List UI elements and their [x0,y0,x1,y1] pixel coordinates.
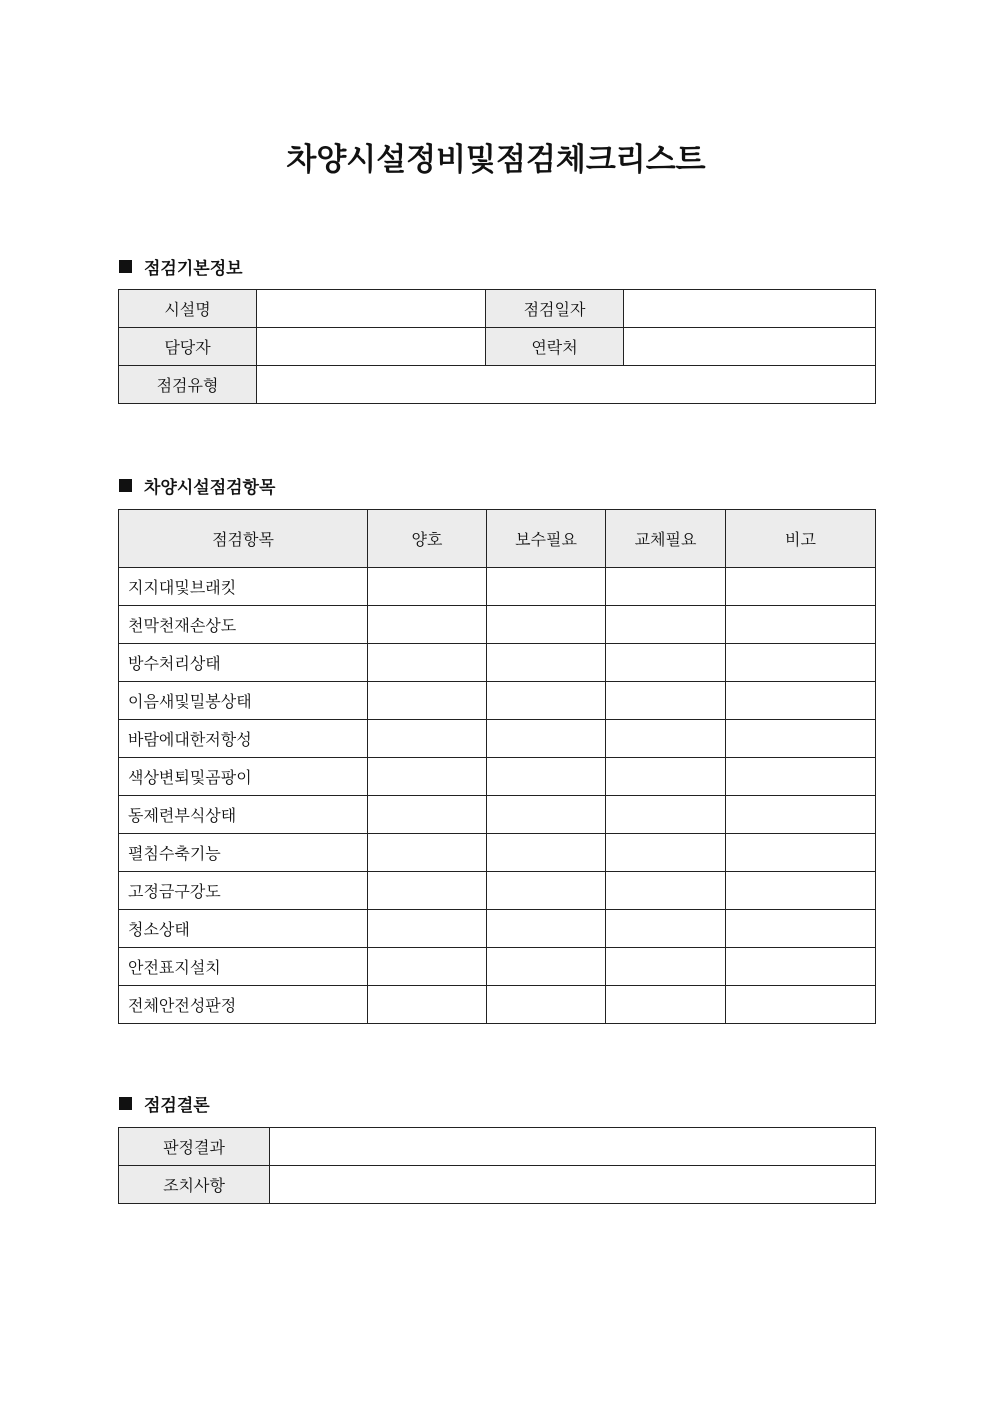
column-header-good: 양호 [368,510,487,568]
column-header-repair: 보수필요 [487,510,606,568]
manager-field[interactable] [257,328,486,366]
section-title: 점검기본정보 [144,259,243,279]
good-cell[interactable] [368,682,487,720]
column-header-remarks: 비고 [726,510,876,568]
table-row [119,720,876,758]
repair-cell[interactable] [487,644,606,682]
document-title: 차양시설정비및점검체크리스트 [286,142,706,178]
good-cell[interactable] [368,568,487,606]
replace-cell[interactable] [606,872,726,910]
repair-cell[interactable] [487,796,606,834]
result-field[interactable] [270,1128,876,1166]
facility-name-field[interactable] [257,290,486,328]
section-title: 차양시설점검항목 [144,478,276,498]
square-bullet-icon [119,1097,132,1110]
table-row [119,872,876,910]
remarks-cell[interactable] [726,644,876,682]
inspection-date-label: 점검일자 [486,290,624,328]
repair-cell[interactable] [487,720,606,758]
repair-cell[interactable] [487,872,606,910]
section-heading-conclusion [119,1091,210,1116]
repair-cell[interactable] [487,568,606,606]
check-item-label: 천막천재손상도 [119,606,368,644]
replace-cell[interactable] [606,644,726,682]
replace-cell[interactable] [606,834,726,872]
remarks-cell[interactable] [726,568,876,606]
result-label: 판정결과 [119,1128,270,1166]
replace-cell[interactable] [606,948,726,986]
check-item-label: 색상변퇴및곰팡이 [119,758,368,796]
check-item-label: 펼침수축기능 [119,834,368,872]
good-cell[interactable] [368,796,487,834]
remarks-cell[interactable] [726,758,876,796]
table-row [119,606,876,644]
good-cell[interactable] [368,910,487,948]
table-row [119,948,876,986]
replace-cell[interactable] [606,796,726,834]
good-cell[interactable] [368,644,487,682]
basic-info-table [118,289,876,404]
table-row [119,834,876,872]
table-row [119,796,876,834]
repair-cell[interactable] [487,758,606,796]
repair-cell[interactable] [487,682,606,720]
conclusion-table [118,1127,876,1204]
repair-cell[interactable] [487,986,606,1024]
check-item-label: 이음새및밀봉상태 [119,682,368,720]
replace-cell[interactable] [606,568,726,606]
replace-cell[interactable] [606,606,726,644]
replace-cell[interactable] [606,720,726,758]
remarks-cell[interactable] [726,796,876,834]
check-item-label: 청소상태 [119,910,368,948]
good-cell[interactable] [368,758,487,796]
section-heading-check-items [119,473,275,498]
good-cell[interactable] [368,606,487,644]
inspection-date-field[interactable] [624,290,876,328]
table-row [119,682,876,720]
repair-cell[interactable] [487,606,606,644]
square-bullet-icon [119,260,132,273]
column-header-item: 점검항목 [119,510,368,568]
remarks-cell[interactable] [726,834,876,872]
contact-label: 연락처 [486,328,624,366]
remarks-cell[interactable] [726,910,876,948]
check-item-label: 바람에대한저항성 [119,720,368,758]
section-title: 점검결론 [144,1096,210,1116]
repair-cell[interactable] [487,948,606,986]
replace-cell[interactable] [606,986,726,1024]
contact-field[interactable] [624,328,876,366]
inspection-type-field[interactable] [257,366,876,404]
check-item-label: 안전표지설치 [119,948,368,986]
square-bullet-icon [119,479,132,492]
check-item-label: 방수처리상태 [119,644,368,682]
column-header-replace: 교체필요 [606,510,726,568]
replace-cell[interactable] [606,758,726,796]
table-row [119,758,876,796]
good-cell[interactable] [368,986,487,1024]
action-label: 조치사항 [119,1166,270,1204]
remarks-cell[interactable] [726,606,876,644]
repair-cell[interactable] [487,910,606,948]
replace-cell[interactable] [606,910,726,948]
good-cell[interactable] [368,948,487,986]
table-row [119,644,876,682]
table-row [119,986,876,1024]
table-row [119,568,876,606]
remarks-cell[interactable] [726,948,876,986]
action-field[interactable] [270,1166,876,1204]
check-item-label: 고정금구강도 [119,872,368,910]
inspection-type-label: 점검유형 [119,366,257,404]
remarks-cell[interactable] [726,872,876,910]
remarks-cell[interactable] [726,682,876,720]
repair-cell[interactable] [487,834,606,872]
manager-label: 담당자 [119,328,257,366]
checklist-table [118,509,876,1024]
section-heading-basic-info [119,254,243,279]
check-item-label: 지지대및브래킷 [119,568,368,606]
good-cell[interactable] [368,834,487,872]
good-cell[interactable] [368,872,487,910]
check-item-label: 동제련부식상태 [119,796,368,834]
facility-name-label: 시설명 [119,290,257,328]
check-item-label: 전체안전성판정 [119,986,368,1024]
replace-cell[interactable] [606,682,726,720]
table-row [119,910,876,948]
remarks-cell[interactable] [726,986,876,1024]
good-cell[interactable] [368,720,487,758]
remarks-cell[interactable] [726,720,876,758]
